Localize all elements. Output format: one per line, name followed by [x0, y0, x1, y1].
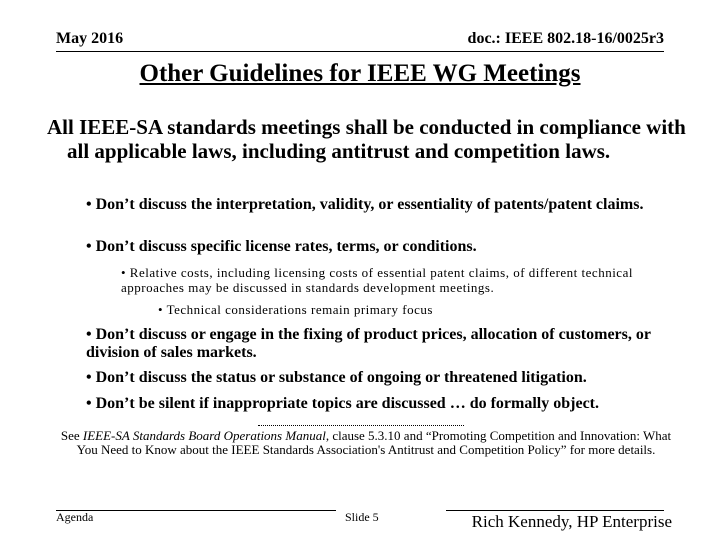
bullet-license-rates: • Don’t discuss specific license rates, terms, or conditions. [86, 238, 477, 255]
header-divider [56, 51, 664, 52]
footer-slide-number: Slide 5 [345, 510, 379, 524]
sub-bullet-relative-costs: • Relative costs, including licensing costs of essential patent claims, of different technical approaches may be discussed in standards development meetings. [121, 265, 633, 295]
note-divider [258, 425, 464, 426]
note-suffix: , clause 5.3.10 and “Promoting Competition and Innovation: What You Need to Know about the IEEE Standards Association's Antitrust and Competition Policy” for more details. [76, 428, 672, 457]
bullet-product-prices: • Don’t discuss or engage in the fixing of product prices, allocation of customers, or division of sales markets. [86, 326, 651, 361]
footer-author: Rich Kennedy, HP Enterprise [471, 512, 672, 531]
footer-divider-left [56, 510, 336, 511]
header-doc-id: doc.: IEEE 802.18-16/0025r3 [467, 30, 664, 47]
lead-paragraph: All IEEE-SA standards meetings shall be conducted in compliance with all applicable laws, including antitrust and competition laws. [47, 115, 686, 163]
bullet-patents: • Don’t discuss the interpretation, validity, or essentiality of patents/patent claims. [86, 196, 644, 213]
bullet-formally-object: • Don’t be silent if inappropriate topics are discussed … do formally object. [86, 395, 599, 412]
footer-divider-right [446, 510, 664, 511]
note-manual-title: IEEE-SA Standards Board Operations Manual [82, 428, 326, 443]
footer-agenda: Agenda [56, 510, 94, 524]
slide-title: Other Guidelines for IEEE WG Meetings [139, 60, 581, 87]
sub-sub-bullet-technical: • Technical considerations remain primary focus [158, 302, 433, 317]
bullet-litigation: • Don’t discuss the status or substance of ongoing or threatened litigation. [86, 369, 587, 386]
header-date: May 2016 [56, 30, 124, 47]
reference-note [60, 429, 672, 457]
note-prefix: See [60, 428, 83, 443]
